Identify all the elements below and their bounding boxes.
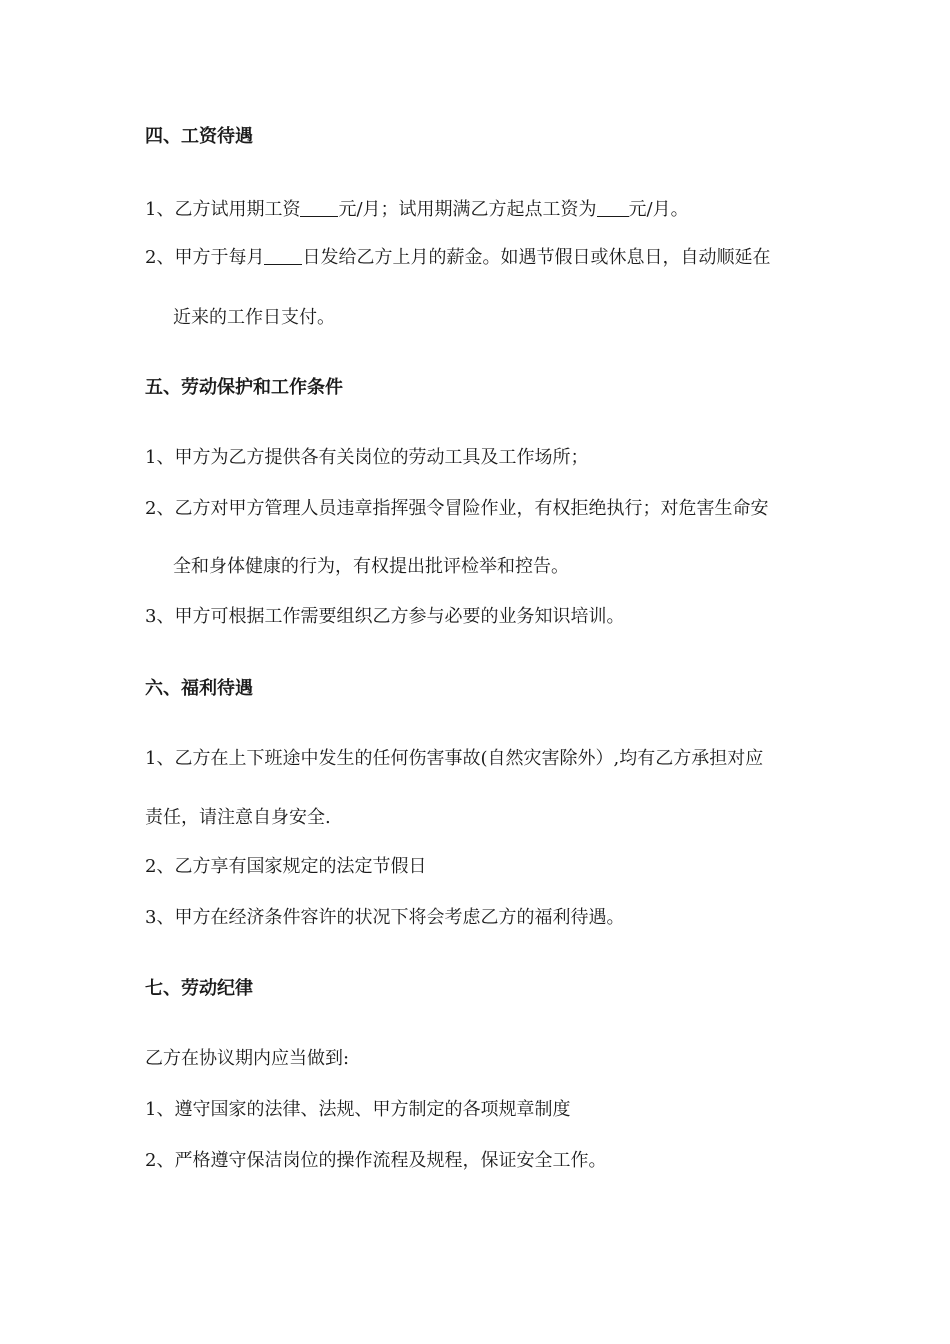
wages-item-2-part-a: 2、甲方于每月: [145, 247, 265, 268]
section-heading-discipline: 七、劳动纪律: [145, 978, 253, 999]
protection-item-2-continuation: 全和身体健康的行为，有权提出批评检举和控告。: [173, 556, 569, 577]
welfare-item-2: 2、乙方享有国家规定的法定节假日: [145, 856, 427, 877]
wages-item-1-part-a: 1、乙方试用期工资: [145, 199, 301, 220]
wages-item-1-part-b: 元/月；试用期满乙方起点工资为: [338, 199, 597, 220]
protection-item-3: 3、甲方可根据工作需要组织乙方参与必要的业务知识培训。: [145, 606, 625, 627]
protection-item-2: 2、乙方对甲方管理人员违章指挥强令冒险作业，有权拒绝执行；对危害生命安: [145, 498, 769, 519]
wages-item-2-part-b: 日发给乙方上月的薪金。如遇节假日或休息日，自动顺延在: [302, 247, 771, 268]
welfare-item-1-continuation: 责任，请注意自身安全.: [145, 807, 331, 828]
discipline-intro: 乙方在协议期内应当做到:: [145, 1048, 350, 1069]
wages-item-1: [145, 198, 689, 222]
welfare-item-1: 1、乙方在上下班途中发生的任何伤害事故(自然灾害除外）,均有乙方承担对应: [145, 748, 764, 769]
discipline-item-2: 2、严格遵守保洁岗位的操作流程及规程，保证安全工作。: [145, 1150, 607, 1171]
wages-item-2-continuation: 近来的工作日支付。: [173, 307, 335, 328]
wages-item-2: [145, 246, 770, 270]
payday-blank: [264, 246, 302, 265]
section-heading-welfare: 六、福利待遇: [145, 678, 253, 699]
welfare-item-3: 3、甲方在经济条件容许的状况下将会考虑乙方的福利待遇。: [145, 907, 625, 928]
starting-salary-blank: [597, 198, 629, 217]
section-heading-labor-protection: 五、劳动保护和工作条件: [145, 377, 343, 398]
wages-item-1-part-c: 元/月。: [628, 199, 689, 220]
probation-salary-blank: [300, 198, 338, 217]
protection-item-1: 1、甲方为乙方提供各有关岗位的劳动工具及工作场所；: [145, 447, 589, 468]
discipline-item-1: 1、遵守国家的法律、法规、甲方制定的各项规章制度: [145, 1099, 571, 1120]
section-heading-wages: 四、工资待遇: [145, 126, 253, 147]
